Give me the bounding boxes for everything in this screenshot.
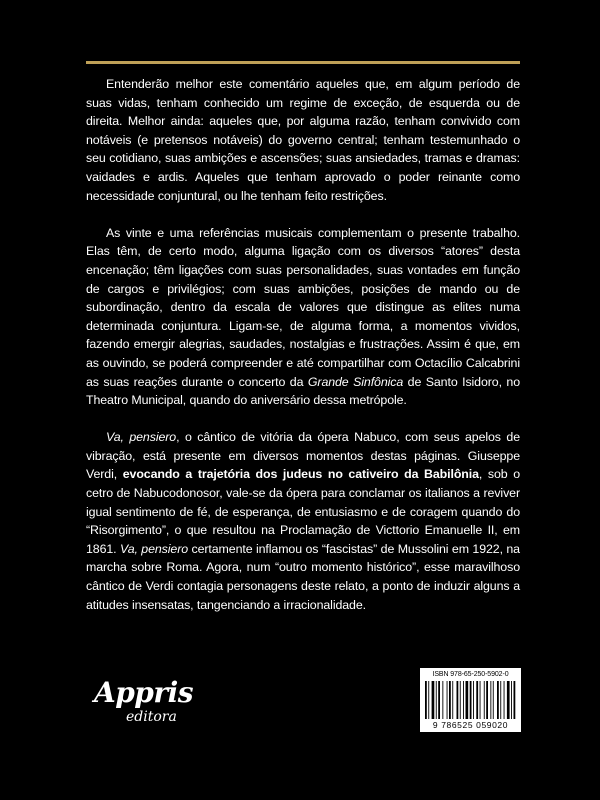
logo-wordmark: Appris: [94, 676, 194, 709]
paragraph-3-text-c: certamente inflamou os “fascistas” de Mussolini em 1922, na marcha sobre Roma. Agora, num “outro momento histórico”, esse maravilhoso cântico de Verdi contagia personagens deste relato, a ponto de induzir alguns a atitudes insensatas, tangenciando a irracionalidade.: [86, 541, 520, 612]
paragraph-3-text-b: , sob o cetro de Nabucodonosor, vale-se da ópera para conclamar os italianos a reviver igual sentimento de fé, de esperança, de entusiasmo e de coragem quando do “Risorgimento”, o que resultou na Proclamação de Victtorio Emanuelle II, em 1861.: [86, 467, 520, 556]
va-pensiero-italic-1: Va, pensiero: [106, 430, 177, 445]
paragraph-2-text-a: As vinte e uma referências musicais complementam o presente trabalho. Elas têm, de certo modo, alguma ligação com os diversos “atores” desta encenação; têm ligações com suas personalidades, suas vontades em função de cargos e privilégios; com suas ambições, posições de mando ou de subordinação, dentro da escala de valores que distingue as elites numa determinada conjuntura. Ligam-se, de alguma forma, a momentos vividos, fazendo emergir alegrias, saudades, nostalgias e frustrações. Assim é que, em as ouvindo, se poderá compreender e até compartilhar com Octacílio Calcabrini as suas reações durante o concerto da: [86, 225, 520, 389]
isbn-label: ISBN 978-65-250-5902-0: [432, 671, 509, 678]
paragraph-1: [86, 75, 520, 205]
appris-logo: [90, 676, 210, 740]
bold-phrase: evocando a trajetória dos judeus no cativeiro da Babilônia: [122, 467, 479, 482]
barcode-number: 9 786525 059020: [432, 720, 509, 730]
paragraph-1-text: Entenderão melhor este comentário aqueles que, em algum período de suas vidas, tenham conhecido um regime de exceção, de esquerda ou de direita. Melhor ainda: aqueles que, por alguma razão, tenham convivido com notáveis (e pretensos notáveis) do governo central; tenham testemunhado o seu cotidiano, suas ambições e ascensões; suas ansiedades, tramas e dramas: vaidades e ardis. Aqueles que tenham aprovado o poder reinante como necessidade conjuntural, ou lhe tenham feito restrições.: [86, 77, 520, 203]
barcode-bars: [425, 681, 516, 721]
back-cover-text: [86, 75, 520, 633]
paragraph-3-text-a: , o cântico de vitória da ópera Nabuco, com seus apelos de vibração, está presente em diversos momentos destas páginas. Giuseppe Verdi,: [86, 430, 520, 482]
va-pensiero-italic-2: Va, pensiero: [119, 541, 189, 556]
paragraph-2-text-b: de Santo Isidoro, no Theatro Municipal, quando do aniversário dessa metrópole.: [86, 374, 520, 408]
logo-subtitle: editora: [126, 709, 177, 725]
grande-sinfonica-italic: Grande Sinfônica: [307, 374, 404, 389]
isbn-barcode: [420, 668, 521, 732]
top-gold-rule: [86, 61, 520, 64]
paragraph-3: [86, 428, 520, 614]
paragraph-2: [86, 224, 520, 410]
